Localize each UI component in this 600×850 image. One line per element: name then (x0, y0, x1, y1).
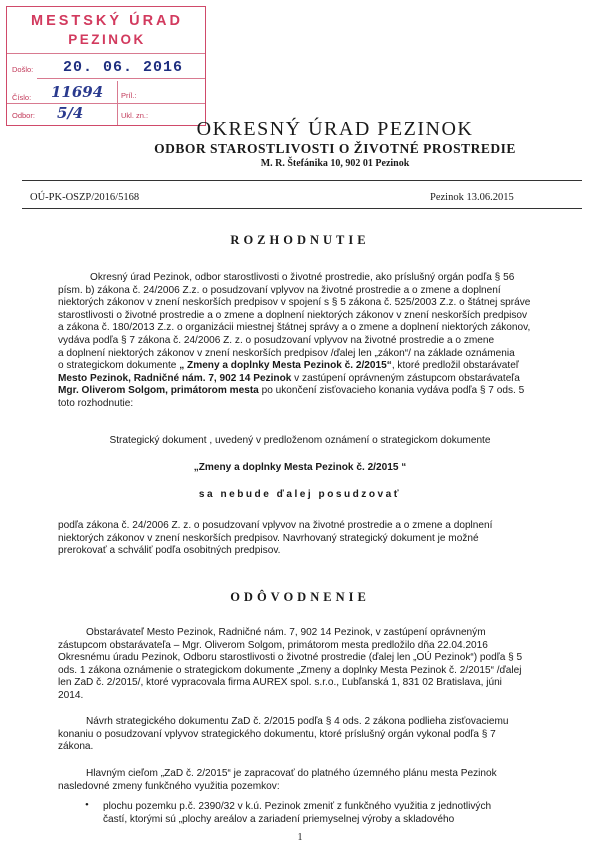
bullet-icon: • (85, 799, 89, 811)
intro-after-doc: , ktoré predložil obstarávateľ (391, 360, 519, 372)
decision-verdict: sa nebude ďalej posudzovať (198, 489, 402, 500)
stamp-rule-2 (7, 103, 205, 104)
reasons-line: Návrh strategického dokumentu ZaD č. 2/2015 podľa § 4 ods. 2 zákona podlieha zisťovaciemu (86, 716, 509, 727)
reasons-line: Obstarávateľ Mesto Pezinok, Radničné nám. 7, 902 14 Pezinok, v zastúpení oprávneným (86, 627, 486, 638)
reference-rule (22, 208, 582, 209)
reasons-line: ods. 1 zákona oznámenie o strategickom dokumente „Zmeny a doplnky Mesta Pezinok č. 2/2015“ /ďalej (58, 664, 522, 676)
intro-after-obst: v zastúpení oprávneným zástupcom obstarávateľa (294, 372, 520, 384)
intro-line (58, 373, 550, 386)
intro-mayor: Mgr. Oliverom Solgom, primátorom mesta (58, 385, 259, 397)
place-and-date: Pezinok 13.06.2015 (430, 192, 514, 203)
reference-number: OÚ-PK-OSZP/2016/5168 (30, 192, 140, 203)
bullet-item (103, 801, 550, 826)
intro-document-name: „ Zmeny a doplnky Mesta Pezinok č. 2/2015“ (179, 360, 392, 372)
intro-line: a doplnení niektorých zákonov v znení neskorších predpisov /ďalej len „zákon“/ na základe oznámenia (58, 347, 515, 359)
intro-line (58, 385, 550, 398)
stamp-number-label: Číslo: (12, 93, 32, 102)
reasons-paragraph-3 (58, 768, 550, 793)
stamp-date-rule (37, 78, 205, 79)
received-stamp (6, 6, 206, 126)
reasons-paragraph-1 (58, 627, 550, 703)
stamp-attachments-label: Príl.: (121, 91, 137, 100)
intro-line: toto rozhodnutie: (58, 397, 134, 409)
document-title: ROZHODNUTIE (230, 233, 370, 247)
stamp-received-date: 20. 06. 2016 (63, 59, 184, 76)
intro-line: niektorých zákonov v znení neskorších predpisov v spojení s § 5 zákona č. 525/2003 Z.z. o štátnej správe (58, 297, 531, 309)
stamp-department-value: 5/4 (57, 104, 84, 122)
reasons-line: zákona. (58, 741, 94, 753)
reasons-line: Okresnému úradu Pezinok, Odboru starostlivosti o životné prostredie (ďalej len „OÚ Pezinok“) podľa § 5 (58, 652, 523, 664)
decision-document-name: „Zmeny a doplnky Mesta Pezinok č. 2/2015 “ (193, 462, 407, 473)
office-name: OKRESNÝ ÚRAD PEZINOK (196, 118, 474, 140)
stamp-divider (7, 53, 205, 54)
reasons-line: len ZaD č. 2/2015/, ktoré vypracovala firma AUREX spol. s.r.o., Ľubľanská 1, 831 02 Bratislava, júni (58, 677, 502, 689)
reasons-paragraph-2 (58, 716, 550, 754)
reasons-line: zástupcom obstarávateľa – Mgr. Oliverom Solgom, primátorom mesta predložilo dňa 22.04.2016 (58, 639, 488, 651)
intro-line: starostlivosti o životné prostredie a o zmene a doplnení niektorých zákonov v znení neskorších predpisov (58, 309, 528, 321)
reasons-line: konaniu o posudzovaní vplyvov strategického dokumentu, ktoré príslušný orgán vykonal podľa § 7 (58, 728, 496, 740)
stamp-department-label: Odbor: (12, 111, 35, 120)
reasons-line: nasledovné zmeny funkčného využitia pozemkov: (58, 780, 280, 792)
reasons-line: 2014. (58, 689, 84, 701)
decision-line: niektorých zákonov v znení neskorších predpisov. Navrhovaný strategický dokument je možné (58, 532, 479, 544)
reasons-title: ODÔVODNENIE (230, 590, 370, 604)
decision-lead: Strategický dokument , uvedený v predloženom oznámení o strategickom dokumente (109, 435, 491, 446)
office-address: M. R. Štefánika 10, 902 01 Pezinok (260, 158, 410, 169)
reasons-line: Hlavným cieľom „ZaD č. 2/2015“ je zapracovať do platného územného plánu mesta Pezinok (86, 768, 497, 779)
intro-paragraph (58, 272, 550, 411)
stamp-org-line1: MESTSKÝ ÚRAD (30, 13, 183, 29)
intro-obstaravatel: Mesto Pezinok, Radničné nám. 7, 902 14 Pezinok (58, 372, 292, 384)
stamp-uid-label: Ukl. zn.: (121, 111, 149, 120)
stamp-number-value: 11694 (51, 83, 104, 101)
page-number: 1 (297, 832, 303, 843)
decision-paragraph (58, 520, 550, 558)
stamp-org-line2: PEZINOK (68, 32, 146, 47)
letterhead-rule (22, 180, 582, 181)
intro-line-text: o strategickom dokumente (58, 360, 177, 372)
decision-line: prerokovať a schváliť podľa osobitných predpisov. (58, 545, 281, 557)
intro-line: vydáva podľa § 7 zákona č. 24/2006 Z. z. o posudzovaní vplyvov na životné prostredie a o zmene (58, 334, 495, 346)
stamp-received-label: Došlo: (12, 65, 34, 74)
intro-after-mayor: po ukončení zisťovacieho konania vydáva podľa § 7 ods. 5 (261, 385, 525, 397)
department-name: ODBOR STAROSTLIVOSTI O ŽIVOTNÉ PROSTREDIE (154, 141, 516, 156)
decision-line: podľa zákona č. 24/2006 Z. z. o posudzovaní vplyvov na životné prostredie a o zmene a doplnení (58, 520, 493, 531)
intro-line: Okresný úrad Pezinok, odbor starostlivosti o životné prostredie, ako príslušný orgán podľa § 56 (90, 272, 515, 283)
bullet-line: plochu pozemku p.č. 2390/32 v k.ú. Pezinok zmeniť z funkčného využitia z jednotlivých (103, 801, 492, 812)
bullet-line: častí, ktorými sú „plochy areálov a zariadení priemyselnej výroby a skladového (103, 813, 455, 825)
intro-line: a zákona č. 180/2013 Z.z. o organizácii miestnej štátnej správy a o zmene a doplnení niektorých zákonov, (58, 322, 531, 334)
intro-line (58, 360, 550, 373)
intro-line: písm. b) zákona č. 24/2006 Z.z. o posudzovaní vplyvov na životné prostredie a o zmene a doplnení (58, 284, 501, 296)
